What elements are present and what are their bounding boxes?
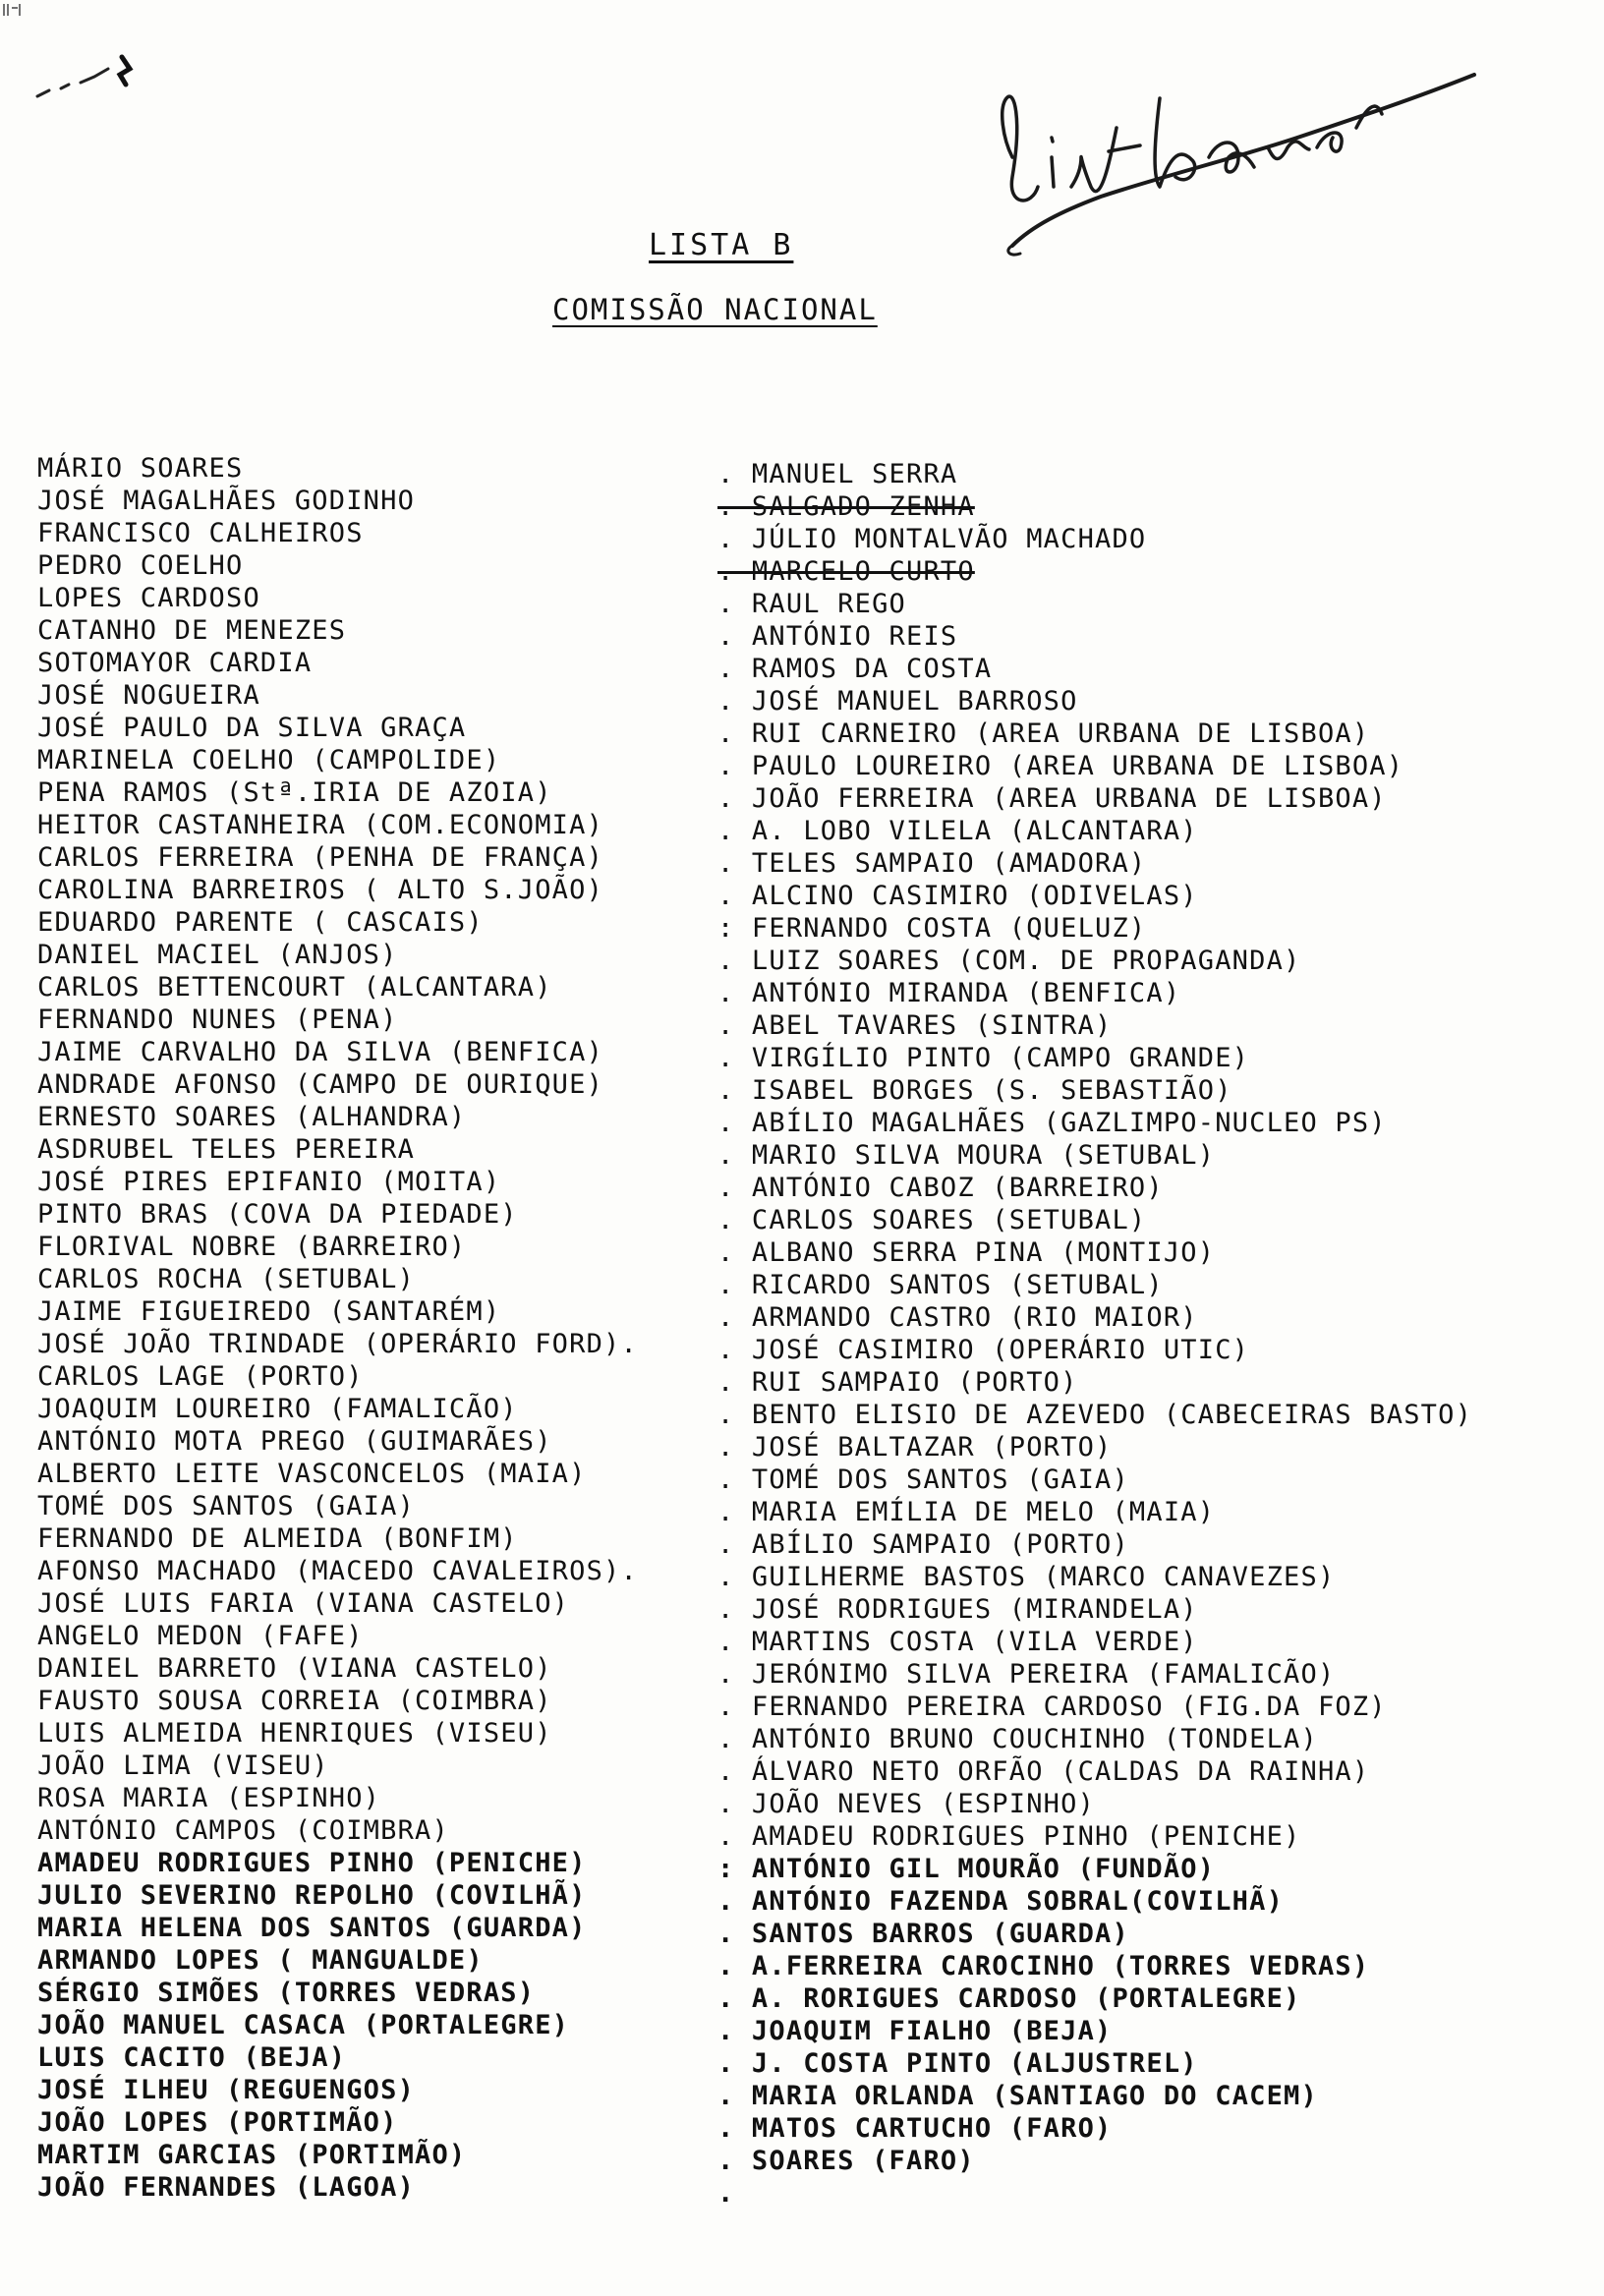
list-item: JAIME CARVALHO DA SILVA (BENFICA) xyxy=(37,1037,604,1067)
list-item: JOÃO LOPES (PORTIMÃO) xyxy=(37,2107,398,2138)
list-item: . ABÍLIO MAGALHÃES (GAZLIMPO-NUCLEO PS) xyxy=(717,1108,1387,1138)
left-name-column xyxy=(37,452,745,2204)
scan-artifact xyxy=(2,2,41,18)
list-item: . JOSÉ CASIMIRO (OPERÁRIO UTIC) xyxy=(717,1335,1250,1365)
list-item: JULIO SEVERINO REPOLHO (COVILHÃ) xyxy=(37,1880,587,1911)
list-item: . ANTÓNIO CABOZ (BARREIRO) xyxy=(717,1173,1164,1203)
list-item: . ABÍLIO SAMPAIO (PORTO) xyxy=(717,1529,1129,1560)
list-item: JOÃO MANUEL CASACA (PORTALEGRE) xyxy=(37,2010,570,2040)
list-item: MARINELA COELHO (CAMPOLIDE) xyxy=(37,745,501,775)
list-item: JOSÉ LUIS FARIA (VIANA CASTELO) xyxy=(37,1588,570,1619)
list-item: . JERÓNIMO SILVA PEREIRA (FAMALICÃO) xyxy=(717,1659,1336,1690)
list-item: . JOSÉ BALTAZAR (PORTO) xyxy=(717,1432,1113,1463)
list-item: . ÁLVARO NETO ORFÃO (CALDAS DA RAINHA) xyxy=(717,1756,1370,1787)
list-item: . RUI CARNEIRO (AREA URBANA DE LISBOA) xyxy=(717,718,1370,749)
list-item: ASDRUBEL TELES PEREIRA xyxy=(37,1134,416,1165)
list-item: ALBERTO LEITE VASCONCELOS (MAIA) xyxy=(37,1459,587,1489)
list-item: JOÃO FERNANDES (LAGOA) xyxy=(37,2172,416,2203)
list-item: HEITOR CASTANHEIRA (COM.ECONOMIA) xyxy=(37,810,604,840)
list-item: SÉRGIO SIMÕES (TORRES VEDRAS) xyxy=(37,1978,536,2008)
list-item: . TOMÉ DOS SANTOS (GAIA) xyxy=(717,1464,1129,1495)
list-item: DANIEL MACIEL (ANJOS) xyxy=(37,940,398,970)
list-item: EDUARDO PARENTE ( CASCAIS) xyxy=(37,907,484,938)
list-item: AFONSO MACHADO (MACEDO CAVALEIROS). xyxy=(37,1556,638,1586)
list-item: . ANTÓNIO MIRANDA (BENFICA) xyxy=(717,978,1181,1008)
list-item: TOMÉ DOS SANTOS (GAIA) xyxy=(37,1491,416,1521)
list-item: . JOSÉ RODRIGUES (MIRANDELA) xyxy=(717,1594,1198,1625)
committee-heading: COMISSÃO NACIONAL xyxy=(552,293,878,326)
list-item: . ABEL TAVARES (SINTRA) xyxy=(717,1010,1113,1041)
list-item: . MATOS CARTUCHO (FARO) xyxy=(717,2113,1113,2144)
list-item: . JÚLIO MONTALVÃO MACHADO xyxy=(717,524,1147,554)
list-item: . SALGADO ZENHA xyxy=(717,491,975,522)
list-item: . RICARDO SANTOS (SETUBAL) xyxy=(717,1270,1164,1300)
list-item: JOSÉ JOÃO TRINDADE (OPERÁRIO FORD). xyxy=(37,1329,638,1359)
list-item: . RUI SAMPAIO (PORTO) xyxy=(717,1367,1078,1398)
list-item: ANTÓNIO CAMPOS (COIMBRA) xyxy=(37,1815,449,1846)
list-item: . JOSÉ MANUEL BARROSO xyxy=(717,686,1078,717)
list-item: . ALCINO CASIMIRO (ODIVELAS) xyxy=(717,881,1198,911)
list-item: JOSÉ PIRES EPIFANIO (MOITA) xyxy=(37,1167,501,1197)
list-item: JOÃO LIMA (VISEU) xyxy=(37,1751,329,1781)
list-item: CAROLINA BARREIROS ( ALTO S.JOÃO) xyxy=(37,875,604,905)
list-item: . MARIA EMÍLIA DE MELO (MAIA) xyxy=(717,1497,1216,1527)
list-item: ROSA MARIA (ESPINHO) xyxy=(37,1783,381,1813)
list-item: . GUILHERME BASTOS (MARCO CANAVEZES) xyxy=(717,1562,1336,1592)
list-item: JOSÉ NOGUEIRA xyxy=(37,680,260,711)
list-item: . PAULO LOUREIRO (AREA URBANA DE LISBOA) xyxy=(717,751,1404,781)
list-item: . A.FERREIRA CAROCINHO (TORRES VEDRAS) xyxy=(717,1951,1370,1981)
handwritten-note xyxy=(944,39,1494,275)
list-item: JOSÉ MAGALHÃES GODINHO xyxy=(37,486,416,516)
list-item: MÁRIO SOARES xyxy=(37,453,244,484)
list-item: . A. RORIGUES CARDOSO (PORTALEGRE) xyxy=(717,1983,1301,2014)
list-item: CARLOS ROCHA (SETUBAL) xyxy=(37,1264,416,1294)
list-item: JOSÉ ILHEU (REGUENGOS) xyxy=(37,2075,416,2105)
list-item: . AMADEU RODRIGUES PINHO (PENICHE) xyxy=(717,1821,1301,1852)
list-item: CARLOS FERREIRA (PENHA DE FRANÇA) xyxy=(37,842,604,873)
list-item: MARTIM GARCIAS (PORTIMÃO) xyxy=(37,2140,467,2170)
list-item: . SANTOS BARROS (GUARDA) xyxy=(717,1919,1129,1949)
list-item: . xyxy=(717,2178,735,2209)
list-item: LUIS ALMEIDA HENRIQUES (VISEU) xyxy=(37,1718,552,1749)
list-item: ERNESTO SOARES (ALHANDRA) xyxy=(37,1102,467,1132)
list-item: JAIME FIGUEIREDO (SANTARÉM) xyxy=(37,1296,501,1327)
list-item: . A. LOBO VILELA (ALCANTARA) xyxy=(717,816,1198,846)
list-item: DANIEL BARRETO (VIANA CASTELO) xyxy=(37,1653,552,1684)
list-title: LISTA B xyxy=(649,228,794,262)
list-item: JOAQUIM LOUREIRO (FAMALICÃO) xyxy=(37,1394,518,1424)
list-item: . MARIA ORLANDA (SANTIAGO DO CACEM) xyxy=(717,2081,1318,2111)
list-item: CARLOS BETTENCOURT (ALCANTARA) xyxy=(37,972,552,1003)
list-item: . FERNANDO PEREIRA CARDOSO (FIG.DA FOZ) xyxy=(717,1692,1387,1722)
list-item: . ANTÓNIO REIS xyxy=(717,621,958,652)
list-item: . J. COSTA PINTO (ALJUSTREL) xyxy=(717,2048,1198,2079)
list-item: . CARLOS SOARES (SETUBAL) xyxy=(717,1205,1147,1235)
list-item: . MARIO SILVA MOURA (SETUBAL) xyxy=(717,1140,1216,1171)
list-item: FERNANDO DE ALMEIDA (BONFIM) xyxy=(37,1523,518,1554)
list-item: . ARMANDO CASTRO (RIO MAIOR) xyxy=(717,1302,1198,1333)
list-item: . RAMOS DA COSTA xyxy=(717,654,993,684)
list-item: . LUIZ SOARES (COM. DE PROPAGANDA) xyxy=(717,946,1301,976)
list-item: JOSÉ PAULO DA SILVA GRAÇA xyxy=(37,713,467,743)
list-item: FERNANDO NUNES (PENA) xyxy=(37,1004,398,1035)
list-item: . TELES SAMPAIO (AMADORA) xyxy=(717,848,1147,879)
list-item: . BENTO ELISIO DE AZEVEDO (CABECEIRAS BASTO) xyxy=(717,1400,1473,1430)
ink-smudge xyxy=(20,39,138,98)
list-item: MARIA HELENA DOS SANTOS (GUARDA) xyxy=(37,1913,587,1943)
list-item: PEDRO COELHO xyxy=(37,550,244,581)
list-item: . ISABEL BORGES (S. SEBASTIÃO) xyxy=(717,1075,1232,1106)
list-item: SOTOMAYOR CARDIA xyxy=(37,648,313,678)
list-item: CARLOS LAGE (PORTO) xyxy=(37,1361,364,1392)
list-item: . SOARES (FARO) xyxy=(717,2146,975,2176)
list-item: AMADEU RODRIGUES PINHO (PENICHE) xyxy=(37,1848,587,1878)
list-item: . ANTÓNIO FAZENDA SOBRAL(COVILHÃ) xyxy=(717,1886,1285,1917)
right-name-column xyxy=(717,458,1602,2210)
list-item: PENA RAMOS (Stª.IRIA DE AZOIA) xyxy=(37,777,552,808)
list-item: ARMANDO LOPES ( MANGUALDE) xyxy=(37,1945,484,1976)
list-item: LUIS CACITO (BEJA) xyxy=(37,2042,347,2073)
list-item: ANDRADE AFONSO (CAMPO DE OURIQUE) xyxy=(37,1069,604,1100)
list-item: . ALBANO SERRA PINA (MONTIJO) xyxy=(717,1237,1216,1268)
list-item: . JOAQUIM FIALHO (BEJA) xyxy=(717,2016,1113,2046)
list-item: . JOÃO NEVES (ESPINHO) xyxy=(717,1789,1096,1819)
list-item: . MANUEL SERRA xyxy=(717,459,958,489)
list-item: : FERNANDO COSTA (QUELUZ) xyxy=(717,913,1147,944)
list-item: ANTÓNIO MOTA PREGO (GUIMARÃES) xyxy=(37,1426,552,1457)
list-item: . MARCELO CURTO xyxy=(717,556,975,587)
list-item: . RAUL REGO xyxy=(717,589,907,619)
list-item: . MARTINS COSTA (VILA VERDE) xyxy=(717,1627,1198,1657)
list-item: PINTO BRAS (COVA DA PIEDADE) xyxy=(37,1199,518,1230)
list-item: CATANHO DE MENEZES xyxy=(37,615,347,646)
list-item: FLORIVAL NOBRE (BARREIRO) xyxy=(37,1232,467,1262)
list-item: ANGELO MEDON (FAFE) xyxy=(37,1621,364,1651)
list-item: FAUSTO SOUSA CORREIA (COIMBRA) xyxy=(37,1686,552,1716)
list-item: . VIRGÍLIO PINTO (CAMPO GRANDE) xyxy=(717,1043,1250,1073)
list-item: . JOÃO FERREIRA (AREA URBANA DE LISBOA) xyxy=(717,783,1387,814)
list-item: : ANTÓNIO GIL MOURÃO (FUNDÃO) xyxy=(717,1854,1216,1884)
list-item: LOPES CARDOSO xyxy=(37,583,260,613)
list-item: FRANCISCO CALHEIROS xyxy=(37,518,364,548)
list-item: . ANTÓNIO BRUNO COUCHINHO (TONDELA) xyxy=(717,1724,1318,1754)
